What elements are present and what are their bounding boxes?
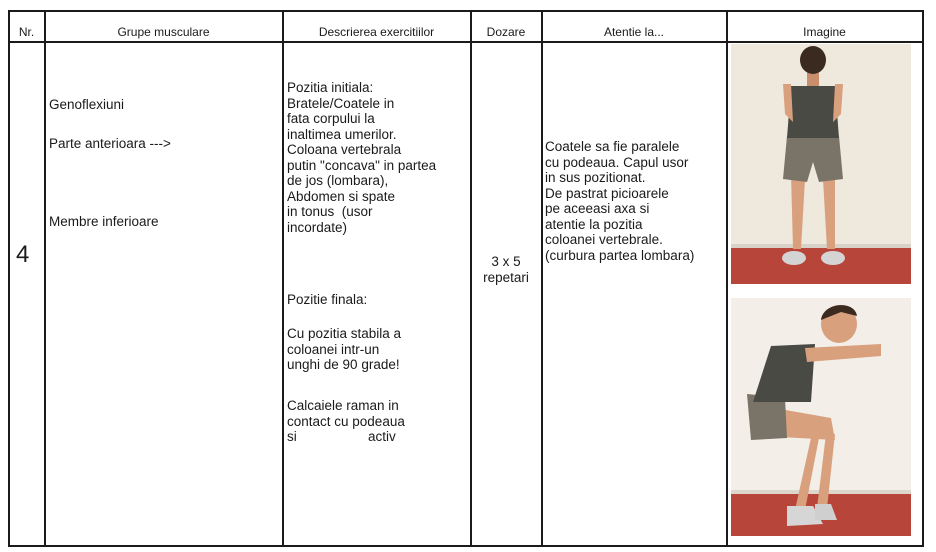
table-right-border (922, 10, 924, 547)
dosage-line-2: repetari (483, 270, 529, 285)
attention-line: De pastrat picioarele (545, 185, 669, 201)
description-line: Calcaiele raman in (287, 398, 399, 413)
header-descriere: Descrierea exercitiilor (318, 25, 435, 39)
col-divider-1 (44, 10, 46, 547)
attention-line: Coatele sa fie paralele (545, 139, 680, 154)
attention-line: atentie la pozitia (545, 216, 643, 232)
photo-initial-position (731, 44, 911, 284)
col-divider-5 (726, 10, 728, 547)
description-line: de jos (lombara), (287, 173, 389, 188)
description-line: fata corpului la (287, 111, 375, 126)
table-bottom-border (8, 545, 924, 547)
muscle-group-line-2: Parte anterioara ---> (49, 136, 171, 151)
description-line: incordate) (287, 219, 348, 235)
description-line: contact cu podeaua (287, 413, 405, 429)
description-line: Bratele/Coatele in (287, 95, 395, 111)
attention-line: in sus pozitionat. (545, 170, 646, 185)
muscle-group-line-3: Membre inferioare (49, 214, 159, 229)
dosage-line-1: 3 x 5 (491, 254, 521, 269)
description-initial (287, 80, 436, 235)
description-line: Coloana vertebrala (287, 142, 402, 157)
muscle-group-line-1: Genoflexiuni (49, 97, 125, 112)
description-line: coloanei intr-un (287, 341, 380, 357)
attention-line: cu podeaua. Capul usor (545, 154, 689, 170)
attention-line: pe aceeasi axa si (545, 201, 650, 216)
description-line: Abdomen si spate (287, 188, 396, 204)
description-line: in tonus (usor (287, 204, 373, 219)
attention-line: coloanei vertebrale. (545, 232, 663, 247)
table-left-border (8, 10, 10, 547)
description-final (287, 326, 401, 373)
description-line: putin "concava" in partea (287, 157, 437, 173)
description-line: si activ (287, 429, 396, 444)
description-extra (287, 398, 405, 445)
attention-notes (545, 139, 694, 263)
description-line: Cu pozitia stabila a (287, 326, 402, 341)
header-nr: Nr. (18, 25, 35, 39)
row-number: 4 (16, 241, 30, 268)
header-atentie: Atentie la... (603, 25, 665, 39)
photo-final-position (731, 298, 911, 536)
col-divider-2 (282, 10, 284, 547)
table-top-border (8, 10, 924, 12)
header-imagine: Imagine (803, 25, 846, 39)
attention-line: (curbura partea lombara) (545, 247, 695, 263)
header-dozare: Dozare (486, 25, 526, 39)
final-position-title: Pozitie finala: (287, 292, 368, 307)
description-line: Pozitia initiala: (287, 80, 374, 95)
description-line: unghi de 90 grade! (287, 357, 400, 372)
description-line: inaltimea umerilor. (287, 126, 397, 142)
col-divider-4 (541, 10, 543, 547)
header-grupe-musculare: Grupe musculare (117, 25, 210, 39)
